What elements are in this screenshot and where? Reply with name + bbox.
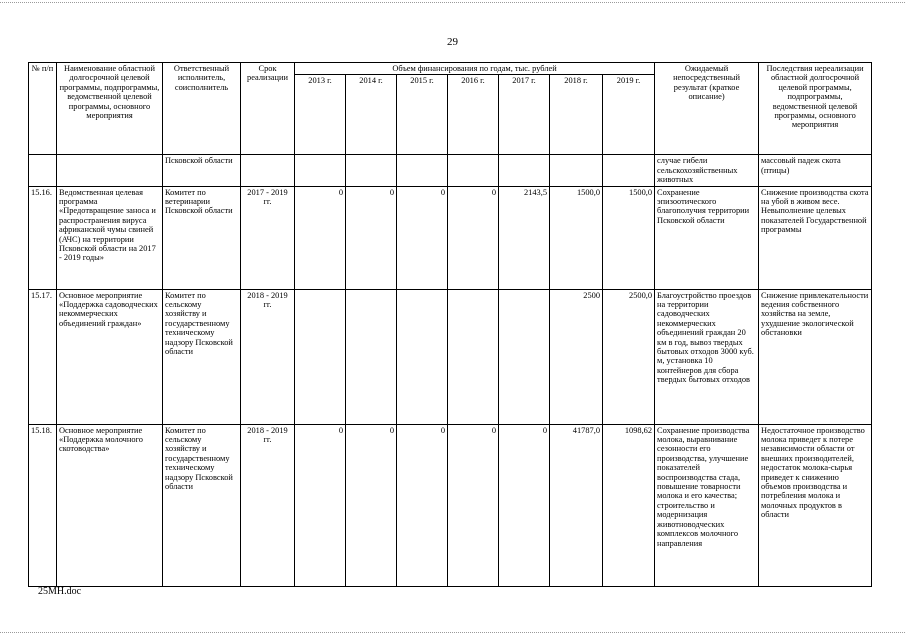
row-value-2019 (603, 155, 655, 186)
header-program-name: Наименование областной долгосрочной целевой программы, подпрограммы, ведомственной целевой программы, основного мероприятия (57, 63, 163, 155)
row-value-2013 (295, 155, 346, 186)
header-year: 2017 г. (499, 75, 550, 155)
row-program-name (57, 155, 163, 186)
row-value-2017: 2143,5 (499, 186, 550, 289)
row-consequences: массовый падеж скота (птицы) (759, 155, 872, 186)
row-value-2018: 41787,0 (550, 424, 603, 586)
program-funding-table (28, 62, 872, 587)
row-value-2019: 1098,62 (603, 424, 655, 586)
row-term (241, 155, 295, 186)
page-number: 29 (447, 36, 458, 48)
row-executor: Комитет по ветеринарии Псковской области (163, 186, 241, 289)
row-executor: Комитет по сельскому хозяйству и государственному техническому надзору Псковской области (163, 289, 241, 424)
row-value-2017: 0 (499, 424, 550, 586)
header-year: 2018 г. (550, 75, 603, 155)
row-value-2016 (448, 155, 499, 186)
row-program-name: Ведомственная целевая программа «Предотвращение заноса и распространения вируса африканской чумы свиней (АЧС) на территории Псковской области на 2017 - 2019 годы» (57, 186, 163, 289)
table-row (29, 186, 872, 289)
row-term: 2018 - 2019 гг. (241, 289, 295, 424)
row-program-name: Основное мероприятие «Поддержка садоводческих некоммерческих объединений граждан» (57, 289, 163, 424)
table-row (29, 155, 872, 186)
header-consequences: Последствия нереализации областной долгосрочной целевой программы, подпрограммы, ведомственной целевой программы, основного мероприятия (759, 63, 872, 155)
header-year: 2016 г. (448, 75, 499, 155)
table-row (29, 289, 872, 424)
row-expected-result: Благоустройство проездов на территории садоводческих некоммерческих объединений граждан 20 км в год, вывоз твердых бытовых отходов 3000 куб. м, установка 10 контейнеров для сбора твердых бытовых отходов (655, 289, 759, 424)
row-value-2015: 0 (397, 186, 448, 289)
scan-edge-top (0, 2, 905, 3)
row-value-2013: 0 (295, 186, 346, 289)
row-value-2014: 0 (346, 424, 397, 586)
row-value-2014: 0 (346, 186, 397, 289)
row-value-2017 (499, 155, 550, 186)
header-funding-group: Объем финансирования по годам, тыс. рублей (295, 63, 655, 75)
row-value-2014 (346, 155, 397, 186)
row-value-2018: 2500 (550, 289, 603, 424)
row-value-2016: 0 (448, 424, 499, 586)
row-executor: Псковской области (163, 155, 241, 186)
row-value-2013 (295, 289, 346, 424)
row-number: 15.16. (29, 186, 57, 289)
row-value-2015 (397, 155, 448, 186)
footer-file-name: 25МН.doc (38, 586, 82, 597)
row-value-2018: 1500,0 (550, 186, 603, 289)
row-value-2019: 1500,0 (603, 186, 655, 289)
header-year: 2019 г. (603, 75, 655, 155)
row-consequences: Снижение производства скота на убой в живом весе. Невыполнение целевых показателей Государственной программы (759, 186, 872, 289)
header-term: Срок реализации (241, 63, 295, 155)
row-value-2013: 0 (295, 424, 346, 586)
row-consequences: Снижение привлекательности ведения собственного хозяйства на земле, ухудшение экологической обстановки (759, 289, 872, 424)
header-year: 2013 г. (295, 75, 346, 155)
row-value-2016: 0 (448, 186, 499, 289)
row-value-2019: 2500,0 (603, 289, 655, 424)
row-value-2017 (499, 289, 550, 424)
row-term: 2018 - 2019 гг. (241, 424, 295, 586)
header-expected-result: Ожидаемый непосредственный результат (краткое описание) (655, 63, 759, 155)
header-executor: Ответственный исполнитель, соисполнитель (163, 63, 241, 155)
row-number: 15.18. (29, 424, 57, 586)
row-expected-result: Сохранение эпизоотического благополучия территории Псковской области (655, 186, 759, 289)
row-executor: Комитет по сельскому хозяйству и государственному техническому надзору Псковской области (163, 424, 241, 586)
row-consequences: Недостаточное производство молока приведет к потере независимости области от внешних производителей, недостаток молока-сырья приведет к снижению объемов производства и потребления молока и молочных продуктов в области (759, 424, 872, 586)
header-number: № п/п (29, 63, 57, 155)
row-number (29, 155, 57, 186)
row-value-2015: 0 (397, 424, 448, 586)
row-number: 15.17. (29, 289, 57, 424)
row-value-2015 (397, 289, 448, 424)
row-expected-result: случае гибели сельскохозяйственных животных (655, 155, 759, 186)
row-value-2016 (448, 289, 499, 424)
header-year: 2014 г. (346, 75, 397, 155)
table-row (29, 424, 872, 586)
row-expected-result: Сохранение производства молока, выравнивание сезонности его производства, улучшение показателей воспроизводства стада, повышение товарности молока и его качества; строительство и модернизация животноводческих комплексов молочного направления (655, 424, 759, 586)
row-program-name: Основное мероприятие «Поддержка молочного скотоводства» (57, 424, 163, 586)
row-value-2014 (346, 289, 397, 424)
header-year: 2015 г. (397, 75, 448, 155)
scan-edge-bottom (0, 632, 905, 633)
row-term: 2017 - 2019 гг. (241, 186, 295, 289)
row-value-2018 (550, 155, 603, 186)
